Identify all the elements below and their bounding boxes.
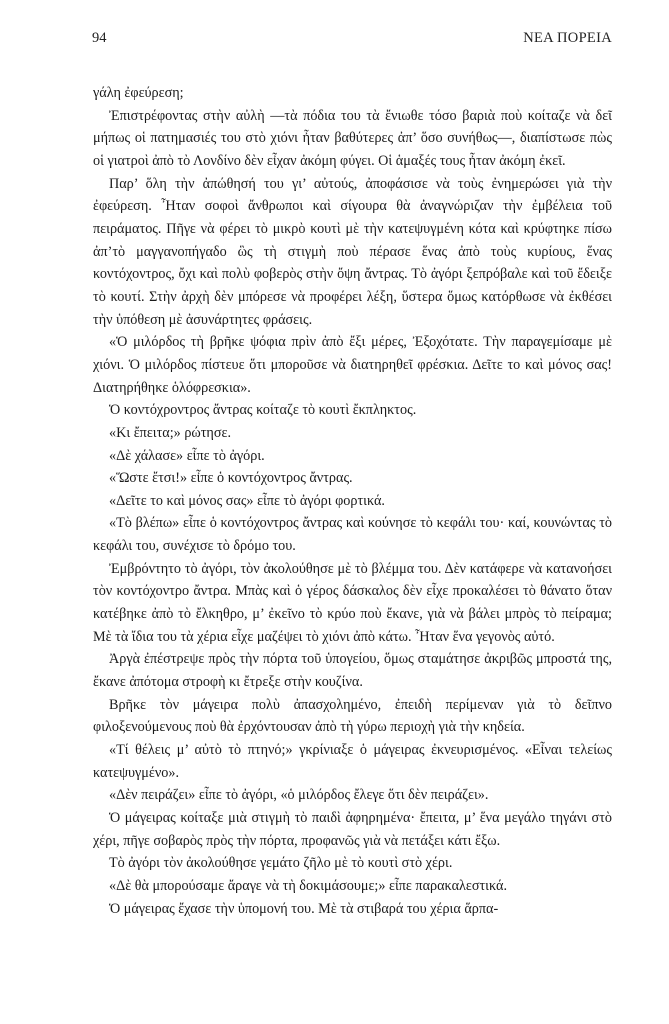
- paragraph: Ἐμβρόντητο τὸ ἀγόρι, τὸν ἀκολούθησε μὲ τὸ βλέμμα του. Δὲν κατάφερε νὰ κατανοήσει τὸν κοντόχοντρο ἄντρα. Μπὰς καὶ ὁ γέρος δάσκαλος δὲν εἶχε προκαλέσει τὸ θάνατο ὅταν κατέβηκε ἀπὸ τὸ ἔλκηθρο, μ’ ἐκεῖνο τὸ κρύο ποὺ ἔκανε, γιὰ νὰ βάλει μπρὸς τὸ πείραμα; Μὲ τὰ ἴδια του τὰ χέρια εἶχε μαζέψει τὸ χιόνι ἀπὸ κάτω. Ἦταν ἕνα γεγονὸς αὐτό.: [93, 560, 612, 645]
- paragraph: Ὁ κοντόχροντρος ἄντρας κοίταζε τὸ κουτὶ ἔκπληκτος.: [109, 402, 417, 419]
- running-title: ΝΕΑ ΠΟΡΕΙΑ: [523, 30, 612, 46]
- paragraph: «Ὁ μιλόρδος τὴ βρῆκε ψόφια πρὶν ἀπὸ ἔξι μέρες, Ἐξοχότατε. Τὴν παραγεμίσαμε μὲ χιόνι. Ὁ μιλόρδος πίστευε ὅτι μποροῦσε νὰ διατηρηθεῖ φρέσκια. Δεῖτε το καὶ μόνος σας! Διατηρήθηκε ὁλόφρεσκια».: [93, 334, 612, 396]
- paragraph: Παρ’ ὅλη τὴν ἀπώθησή του γι’ αὐτούς, ἀποφάσισε νὰ τοὺς ἐνημερώσει γιὰ τὴν ἐφεύρεση. Ἦταν σοφοὶ ἄνθρωποι καὶ σίγουρα θὰ ἀναγνώριζαν τὴν ἐμβέλεια τοῦ πειράματος. Πῆγε νὰ φέρει τὸ μικρὸ κουτὶ μὲ τὴν κατεψυγμένη κότα καὶ κρύφτηκε πίσω ἀπ’τὸ μαγγανοπήγαδο ὣς τὴ στιγμὴ ποὺ πέρασε ἕνας ἀπὸ τοὺς κυρίους, ἕνας κοντόχοντρος, ὄχι καὶ πολὺ φοβερὸς στὴν ὄψη ἄντρας. Τὸ ἀγόρι ξεπρόβαλε καὶ τοῦ ἔδειξε τὸ κουτί. Στὴν ἀρχὴ δὲν μπόρεσε νὰ προφέρει λέξη, ὕστερα ὅμως κατόρθωσε νὰ ἐκθέσει τὴν ὑπόθεση μὲ ἀσυνάρτητες φράσεις.: [93, 175, 612, 328]
- paragraph: Ὁ μάγειρας ἔχασε τὴν ὑπομονή του. Μὲ τὰ στιβαρά του χέρια ἅρπα-: [109, 900, 499, 917]
- paragraph: «Τί θέλεις μ’ αὐτὸ τὸ πτηνό;» γκρίνιαξε ὁ μάγειρας ἐκνευρισμένος. «Εἶναι τελείως κατεψυγμένο».: [93, 742, 612, 781]
- paragraph: Ὁ μάγειρας κοίταξε μιὰ στιγμὴ τὸ παιδὶ ἀφηρημένα· ἔπειτα, μ’ ἕνα μεγάλο τηγάνι στὸ χέρι, πῆγε σοβαρὸς πρὸς τὴν πόρτα, προφανῶς γιὰ νὰ πετάξει κάτι ἔξω.: [93, 810, 612, 849]
- paragraph: «Ὥστε ἔτσι!» εἶπε ὁ κοντόχοντρος ἄντρας.: [109, 470, 353, 487]
- paragraph: «Κι ἔπειτα;» ρώτησε.: [109, 424, 232, 441]
- paragraph: «Δεῖτε το καὶ μόνος σας» εἶπε τὸ ἀγόρι φορτικά.: [109, 492, 385, 509]
- paragraph: Βρῆκε τὸν μάγειρα πολὺ ἀπασχολημένο, ἐπειδὴ περίμεναν γιὰ τὸ δεῖπνο φιλοξενούμενους ποὺ θὰ ἐρχόντουσαν ἀπὸ τὴ γύρω περιοχὴ γιὰ τὴν κηδεία.: [93, 696, 612, 736]
- text-body: [93, 82, 612, 920]
- page-number: 94: [92, 30, 107, 46]
- paragraph: Τὸ ἀγόρι τὸν ἀκολούθησε γεμάτο ζῆλο μὲ τὸ κουτὶ στὸ χέρι.: [109, 855, 453, 872]
- page-header: [92, 30, 612, 50]
- paragraph: «Δὲν πειράζει» εἶπε τὸ ἀγόρι, «ὁ μιλόρδος ἔλεγε ὅτι δὲν πειράζει».: [109, 787, 489, 804]
- paragraph: «Δὲ χάλασε» εἶπε τὸ ἀγόρι.: [109, 447, 265, 464]
- paragraph: «Δὲ θὰ μπορούσαμε ἄραγε νὰ τὴ δοκιμάσουμε;» εἶπε παρακαλεστικά.: [109, 877, 508, 894]
- paragraph: «Τὸ βλέπω» εἶπε ὁ κοντόχοντρος ἄντρας καὶ κούνησε τὸ κεφάλι του· καί, κουνώντας τὸ κεφάλι του, συνέχισε τὸ δρόμο του.: [93, 515, 612, 555]
- paragraph-continuation: γάλη ἐφεύρεση;: [93, 85, 184, 101]
- paragraph: Ἀργὰ ἐπέστρεψε πρὸς τὴν πόρτα τοῦ ὑπογείου, ὅμως σταμάτησε ἀκριβῶς μπροστά της, ἔκανε ἀπότομα στροφὴ κι ἔτρεξε στὴν κουζίνα.: [93, 651, 612, 691]
- paragraph: Ἐπιστρέφοντας στὴν αὐλὴ —τὰ πόδια του τὰ ἔνιωθε τόσο βαριὰ ποὺ κοίταζε νὰ δεῖ μήπως οἱ πατημασιές του στὸ χιόνι ἦταν βαθύτερες ἀπ’ ὅσο συνήθως—, διαπίστωσε πὼς οἱ γιατροὶ ἀπὸ τὸ Λονδίνο δὲν εἶχαν ἀκόμη φύγει. Οἱ ἁμαξές τους ἦταν ἀκόμη ἐκεῖ.: [93, 107, 612, 169]
